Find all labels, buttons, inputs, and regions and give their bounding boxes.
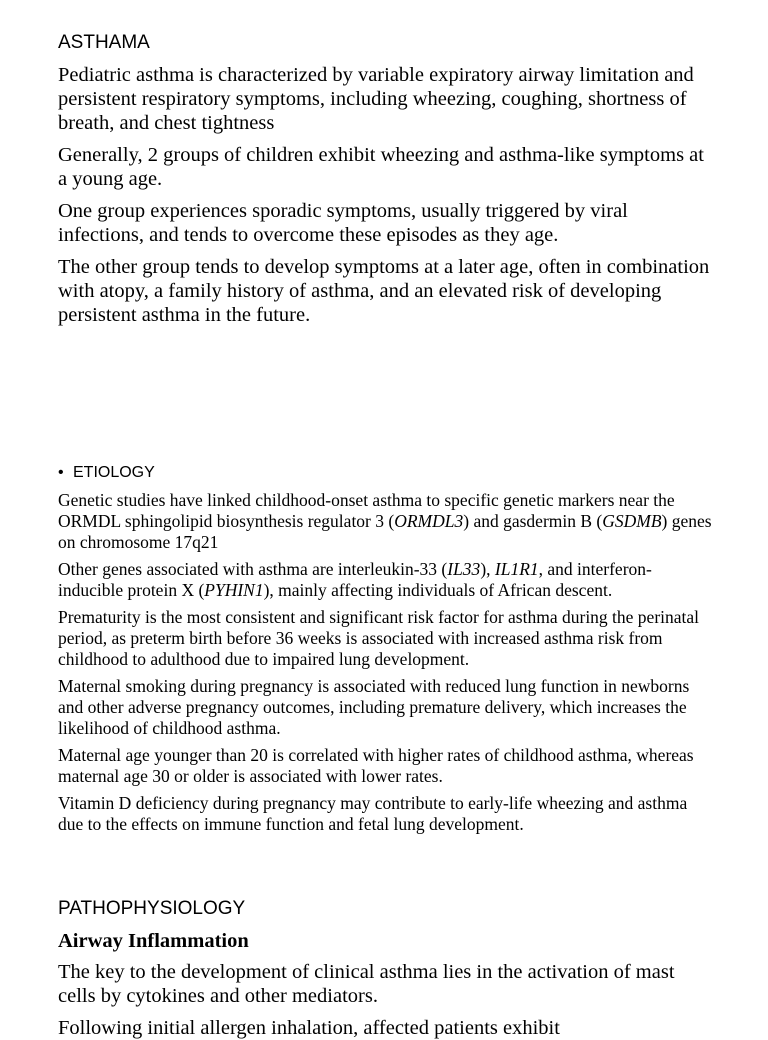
asthma-section <box>58 31 713 327</box>
etiology-paragraph-3: Prematurity is the most consistent and significant risk factor for asthma during the perinatal period, as preterm birth before 36 weeks is associated with increased asthma risk from childhood to adulthood due to impaired lung development. <box>58 607 700 669</box>
etiology-paragraph-1 <box>58 490 713 553</box>
etiology-paragraph-2 <box>58 559 713 601</box>
pathophysiology-paragraph-1: The key to the development of clinical asthma lies in the activation of mast cells by cytokines and other mediators. <box>58 961 675 1007</box>
etiology-section <box>58 463 713 835</box>
asthma-heading: ASTHAMA <box>58 32 150 53</box>
pathophysiology-section <box>58 897 713 1040</box>
text-run: Genetic studies have linked childhood-onset asthma to specific genetic markers near the ORMDL sphingolipid biosynthesis regulator 3 ( <box>58 490 675 531</box>
gene-name: IL33 <box>447 559 481 579</box>
text-run: ), <box>480 559 495 579</box>
pathophysiology-paragraph-2: Following initial allergen inhalation, affected patients exhibit <box>58 1017 560 1039</box>
gene-name: GSDMB <box>602 511 662 531</box>
etiology-heading-row <box>58 463 713 483</box>
text-run: ) genes on chromosome 17q21 <box>58 511 712 552</box>
asthma-paragraph-4: The other group tends to develop symptoms at a later age, often in combination with atopy, a family history of asthma, and an elevated risk of developing persistent asthma in the future. <box>58 256 710 326</box>
text-run: Other genes associated with asthma are interleukin-33 ( <box>58 559 448 579</box>
gene-name: IL1R1 <box>494 559 539 579</box>
asthma-paragraph-2: Generally, 2 groups of children exhibit wheezing and asthma-like symptoms at a young age. <box>58 144 704 190</box>
airway-inflammation-subheading: Airway Inflammation <box>58 930 249 952</box>
asthma-paragraph-3: One group experiences sporadic symptoms, usually triggered by viral infections, and tends to overcome these episodes as they age. <box>58 200 628 246</box>
text-run: , and interferon-inducible protein X ( <box>58 559 652 600</box>
etiology-paragraph-6: Vitamin D deficiency during pregnancy may contribute to early-life wheezing and asthma due to the effects on immune function and fetal lung development. <box>58 793 688 834</box>
etiology-heading: ETIOLOGY <box>73 464 155 481</box>
asthma-paragraph-1: Pediatric asthma is characterized by variable expiratory airway limitation and persistent respiratory symptoms, including wheezing, coughing, shortness of breath, and chest tightness <box>58 64 694 134</box>
gene-name: ORMDL3 <box>394 511 464 531</box>
etiology-paragraph-4: Maternal smoking during pregnancy is associated with reduced lung function in newborns and other adverse pregnancy outcomes, including premature delivery, which increases the likelihood of childhood asthma. <box>58 676 690 738</box>
pathophysiology-heading: PATHOPHYSIOLOGY <box>58 898 246 919</box>
gene-name: PYHIN1 <box>204 580 264 600</box>
text-run: ) and gasdermin B ( <box>463 511 603 531</box>
etiology-paragraph-5: Maternal age younger than 20 is correlated with higher rates of childhood asthma, whereas maternal age 30 or older is associated with lower rates. <box>58 745 694 786</box>
bullet-icon: • <box>58 464 64 481</box>
text-run: ), mainly affecting individuals of African descent. <box>263 580 613 600</box>
